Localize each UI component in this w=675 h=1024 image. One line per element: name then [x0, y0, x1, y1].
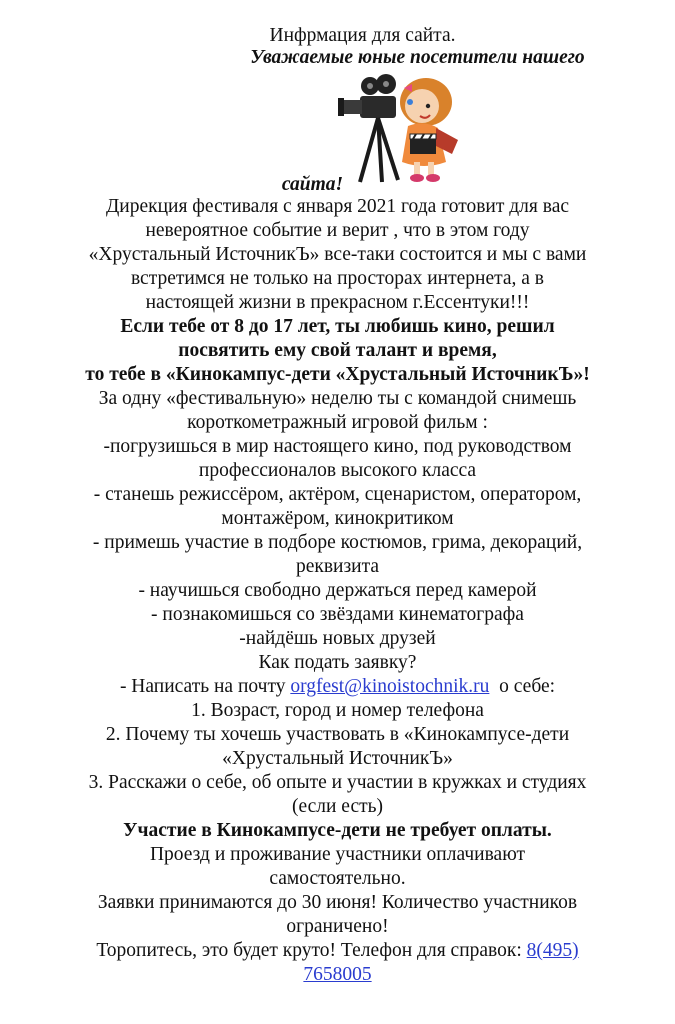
greeting-line-2: сайта! [281, 174, 344, 195]
phone-line-2 [0, 963, 675, 987]
program-line: профессионалов высокого класса [198, 460, 477, 481]
email-link[interactable]: orgfest@kinoistochnik.ru [290, 676, 490, 697]
intro-line: настоящей жизни в прекрасном г.Ессентуки!!! [145, 292, 530, 313]
deadline-note: Заявки принимаются до 30 июня! Количество участников [97, 892, 578, 913]
apply-email-prefix: - Написать на почту [119, 676, 291, 697]
travel-note: Проезд и проживание участники оплачивают [149, 844, 526, 865]
phone-line [0, 939, 675, 963]
highlight-line: посвятить ему свой талант и время, [178, 340, 497, 361]
program-line: - примешь участие в подборе костюмов, грима, декораций, [92, 532, 583, 553]
apply-item: «Хрустальный ИсточникЪ» [222, 748, 453, 769]
program-line: За одну «фестивальную» неделю ты с командой снимешь [98, 388, 577, 409]
phone-link-part2[interactable]: 7658005 [303, 964, 372, 985]
phone-link-part1[interactable]: 8(495) [526, 940, 579, 961]
apply-email-line [0, 675, 675, 699]
program-line: - станешь режиссёром, актёром, сценаристом, оператором, [93, 484, 582, 505]
free-participation-note: Участие в Кинокампусе-дети не требует оплаты. [123, 820, 552, 841]
apply-item: 1. Возраст, город и номер телефона [191, 700, 484, 721]
program-line: короткометражный игровой фильм : [187, 412, 488, 433]
program-line: реквизита [295, 556, 380, 577]
highlight-line: то тебе в «Кинокампус-дети «Хрустальный ИсточникЪ»! [85, 364, 590, 385]
apply-item: 2. Почему ты хочешь участвовать в «Кинокампусе-дети [105, 724, 570, 745]
intro-line: невероятное событие и верит , что в этом году [145, 220, 530, 241]
phone-prefix: Торопитесь, это будет круто! Телефон для справок: [96, 940, 527, 961]
program-line: -погрузишься в мир настоящего кино, под руководством [103, 436, 572, 457]
apply-email-suffix: о себе: [489, 676, 556, 697]
program-line: монтажёром, кинокритиком [221, 508, 454, 529]
apply-question: Как подать заявку? [258, 652, 417, 673]
deadline-note: ограничено! [286, 916, 389, 937]
intro-line: Дирекция фестиваля с января 2021 года готовит для вас [105, 196, 570, 217]
greeting-line-1: Уважаемые юные посетители нашего [250, 47, 585, 68]
program-line: -найдёшь новых друзей [239, 628, 436, 649]
travel-note: самостоятельно. [269, 868, 406, 889]
intro-line: «Хрустальный ИсточникЪ» все-таки состоится и мы с вами [88, 244, 587, 265]
program-line: - научишься свободно держаться перед камерой [138, 580, 537, 601]
girl-with-movie-camera-icon [338, 72, 468, 184]
apply-item: (если есть) [291, 796, 384, 817]
highlight-line: Если тебе от 8 до 17 лет, ты любишь кино, решил [120, 316, 555, 337]
apply-item: 3. Расскажи о себе, об опыте и участии в кружках и студиях [88, 772, 587, 793]
program-line: - познакомишься со звёздами кинематографа [151, 604, 524, 625]
info-title: Инфрмация для сайта. [269, 25, 456, 46]
intro-line: встретимся не только на просторах интернета, а в [130, 268, 545, 289]
